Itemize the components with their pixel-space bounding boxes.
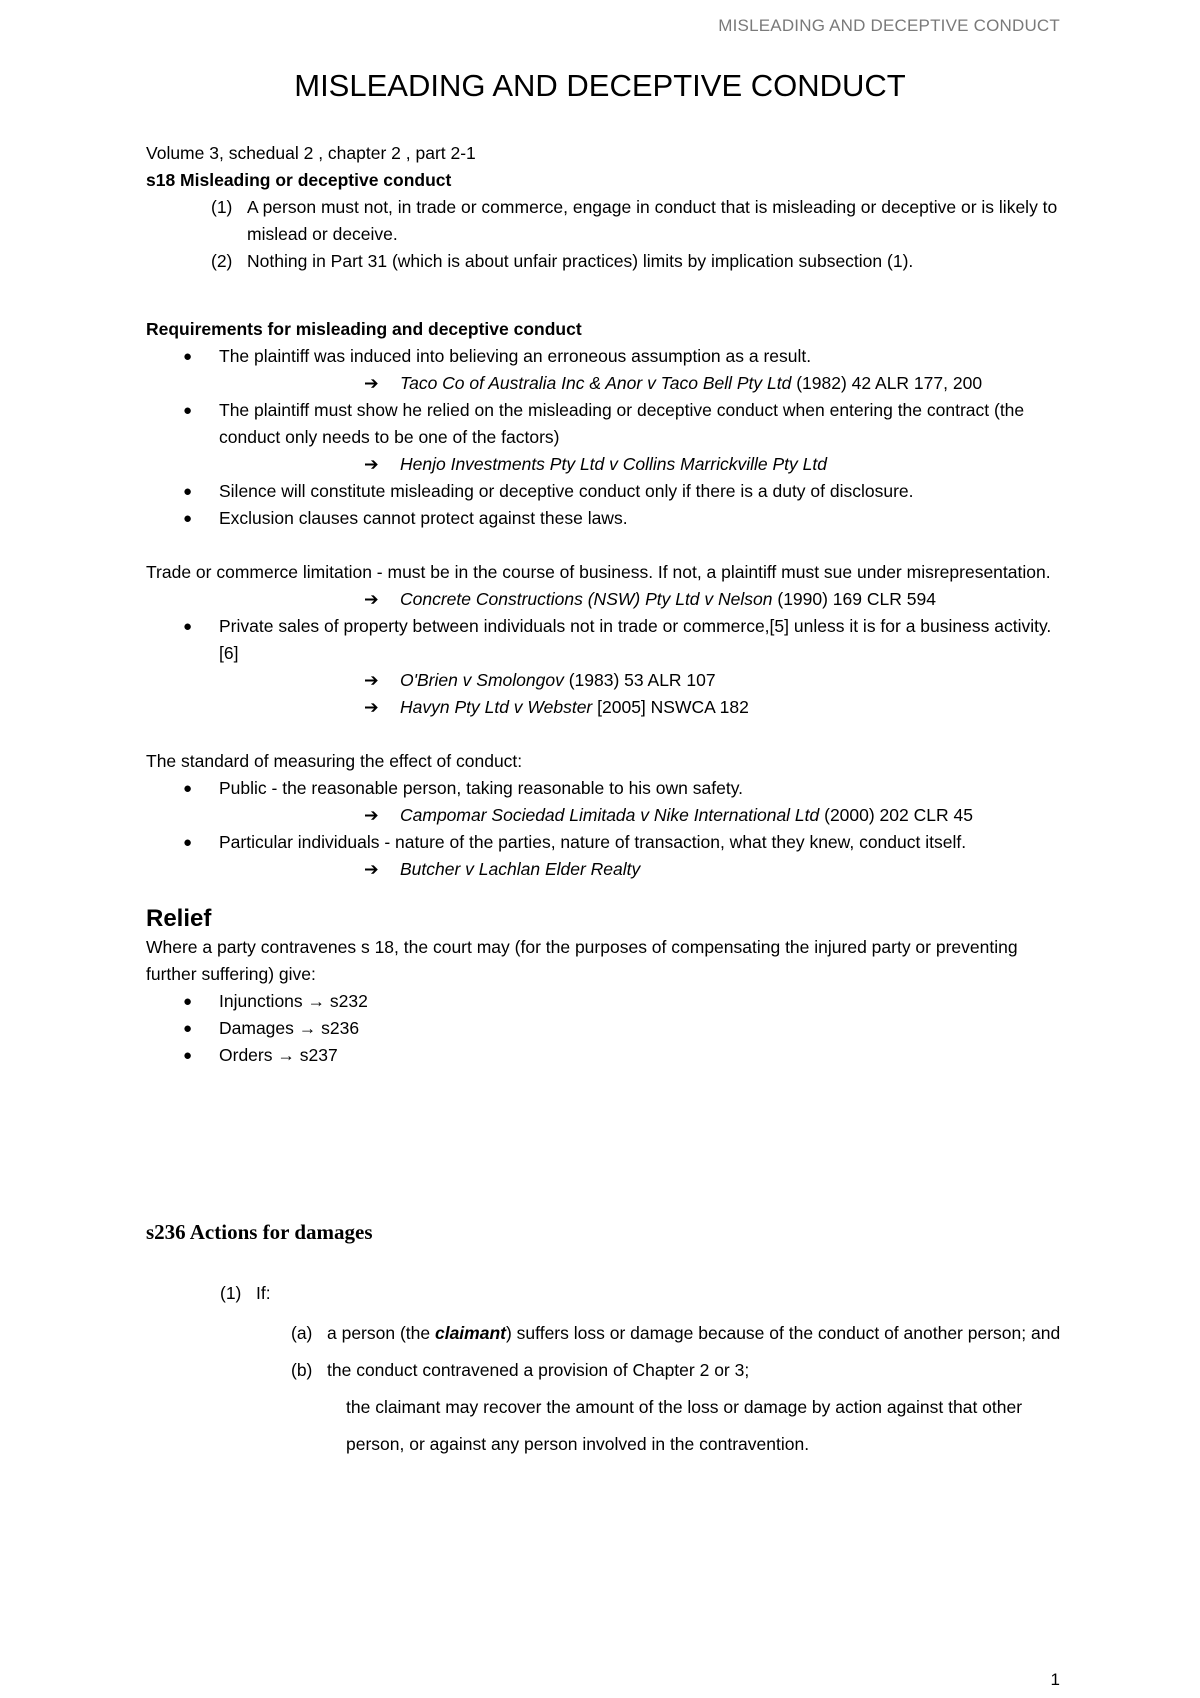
s18-item-number: (2): [211, 251, 233, 271]
s236-heading: s236 Actions for damages: [146, 1220, 373, 1244]
case-name: Campomar Sociedad Limitada v Nike International Ltd: [400, 805, 820, 825]
bullet-icon: ●: [183, 1047, 193, 1064]
arrow-right-icon: ➔: [364, 670, 379, 690]
list-item: ● Injunctions → s232: [146, 988, 1066, 1015]
case-cite: (2000) 202 CLR 45: [819, 805, 973, 825]
case-citation: [146, 370, 1066, 397]
case-cite: [2005] NSWCA 182: [592, 697, 749, 717]
s18-item-text: Nothing in Part 31 (which is about unfair practices) limits by implication subsection (1).: [247, 251, 914, 271]
relief-heading: Relief: [146, 905, 212, 932]
bullet-icon: ●: [183, 780, 193, 797]
list-item: ● Silence will constitute misleading or deceptive conduct only if there is a duty of disclosure.: [146, 478, 1066, 505]
bullet-icon: ●: [183, 1020, 193, 1037]
arrow-right-icon: ➔: [364, 373, 379, 393]
case-name: Havyn Pty Ltd v Webster: [400, 697, 593, 717]
requirements-list: [146, 397, 1066, 451]
trade-list: [146, 613, 1066, 667]
arrow-right-icon: ➔: [364, 697, 379, 717]
arrow-right-icon: ➔: [364, 454, 379, 474]
bullet-icon: ●: [183, 483, 193, 500]
case-name: Butcher v Lachlan Elder Realty: [400, 859, 641, 879]
s236-subsection: [146, 1275, 1066, 1312]
spacer: [146, 883, 1066, 897]
list-item: ● Exclusion clauses cannot protect against these laws.: [146, 505, 1066, 532]
s236-section: [146, 1275, 1066, 1463]
case-citation: [146, 586, 1066, 613]
page-title: MISLEADING AND DECEPTIVE CONDUCT: [294, 68, 906, 103]
bullet-icon: ●: [183, 993, 193, 1010]
case-name: Taco Co of Australia Inc & Anor v Taco Bell Pty Ltd: [400, 373, 792, 393]
trade-limitation-text: Trade or commerce limitation - must be in the course of business. If not, a plaintiff must sue under misrepresentation.: [146, 562, 1051, 582]
requirements-heading: Requirements for misleading and deceptive conduct: [146, 319, 582, 339]
s18-item: [146, 194, 1066, 248]
arrow-right-icon: ➔: [364, 805, 379, 825]
list-item: ● Damages → s236: [146, 1015, 1066, 1042]
spacer: [146, 302, 1066, 316]
s236-paragraph-a: (a) a person (the claimant) suffers loss or damage because of the conduct of another person; and: [146, 1315, 1066, 1352]
case-citation: [146, 451, 1066, 478]
case-citation: [146, 667, 1066, 694]
arrow-right-icon: ➔: [364, 859, 379, 879]
s18-item-text: A person must not, in trade or commerce, engage in conduct that is misleading or deceptive or is likely to mislead or deceive.: [247, 197, 1058, 244]
requirements-list: [146, 478, 1066, 532]
case-name: Henjo Investments Pty Ltd v Collins Marrickville Pty Ltd: [400, 454, 827, 474]
s236-paragraph-b: (b) the conduct contravened a provision of Chapter 2 or 3;: [146, 1352, 1066, 1389]
requirements-list: [146, 343, 1066, 370]
s18-item-number: (1): [211, 197, 233, 217]
case-citation: [146, 694, 1066, 721]
standard-list: [146, 829, 1066, 856]
standard-list: [146, 775, 1066, 802]
s236-conclusion: the claimant may recover the amount of the loss or damage by action against that other person, or against any person involved in the contravention.: [346, 1397, 1023, 1454]
bullet-icon: ●: [183, 348, 193, 365]
bullet-icon: ●: [183, 834, 193, 851]
case-citation: [146, 802, 1066, 829]
relief-list: [146, 988, 1066, 1069]
bullet-icon: ●: [183, 510, 193, 527]
arrow-right-icon: →: [298, 1018, 317, 1038]
paragraph-number: (b): [291, 1360, 313, 1380]
standard-text: The standard of measuring the effect of conduct:: [146, 751, 523, 771]
subsection-number: (1): [220, 1283, 242, 1303]
case-cite: (1982) 42 ALR 177, 200: [791, 373, 983, 393]
bullet-icon: ●: [183, 402, 193, 419]
bullet-icon: ●: [183, 618, 193, 635]
case-cite: (1990) 169 CLR 594: [772, 589, 936, 609]
case-cite: (1983) 53 ALR 107: [563, 670, 716, 690]
spacer: [146, 721, 1066, 748]
list-item: ● The plaintiff was induced into believing an erroneous assumption as a result.: [146, 343, 1066, 370]
list-item: ● Public - the reasonable person, taking reasonable to his own safety.: [146, 775, 1066, 802]
paragraph-number: (a): [291, 1323, 313, 1343]
arrow-right-icon: ➔: [364, 589, 379, 609]
spacer: [146, 532, 1066, 559]
defined-term: claimant: [434, 1323, 506, 1343]
relief-text: Where a party contravenes s 18, the court may (for the purposes of compensating the injured party or preventing further suffering) give:: [146, 937, 1018, 984]
spacer: [146, 275, 1066, 302]
arrow-right-icon: →: [307, 991, 326, 1011]
list-item: ● Orders → s237: [146, 1042, 1066, 1069]
arrow-right-icon: →: [277, 1045, 295, 1065]
case-name: Concrete Constructions (NSW) Pty Ltd v Nelson: [400, 589, 773, 609]
subsection-text: If:: [256, 1283, 271, 1303]
case-name: O'Brien v Smolongov: [400, 670, 564, 690]
s18-heading: s18 Misleading or deceptive conduct: [146, 170, 452, 190]
case-citation: [146, 856, 1066, 883]
document-body: [146, 140, 1066, 1069]
running-header: MISLEADING AND DECEPTIVE CONDUCT: [718, 16, 1060, 35]
list-item: ● Private sales of property between individuals not in trade or commerce,[5] unless it is for a business activity.[6]: [146, 613, 1066, 667]
s18-item: [146, 248, 1066, 275]
list-item: ● The plaintiff must show he relied on the misleading or deceptive conduct when entering the contract (the conduct only needs to be one of the factors): [146, 397, 1066, 451]
source-line: Volume 3, schedual 2 , chapter 2 , part 2-1: [146, 143, 476, 163]
list-item: ● Particular individuals - nature of the parties, nature of transaction, what they knew, conduct itself.: [146, 829, 1066, 856]
s18-list: [146, 194, 1066, 275]
page-number: 1: [1050, 1670, 1060, 1689]
